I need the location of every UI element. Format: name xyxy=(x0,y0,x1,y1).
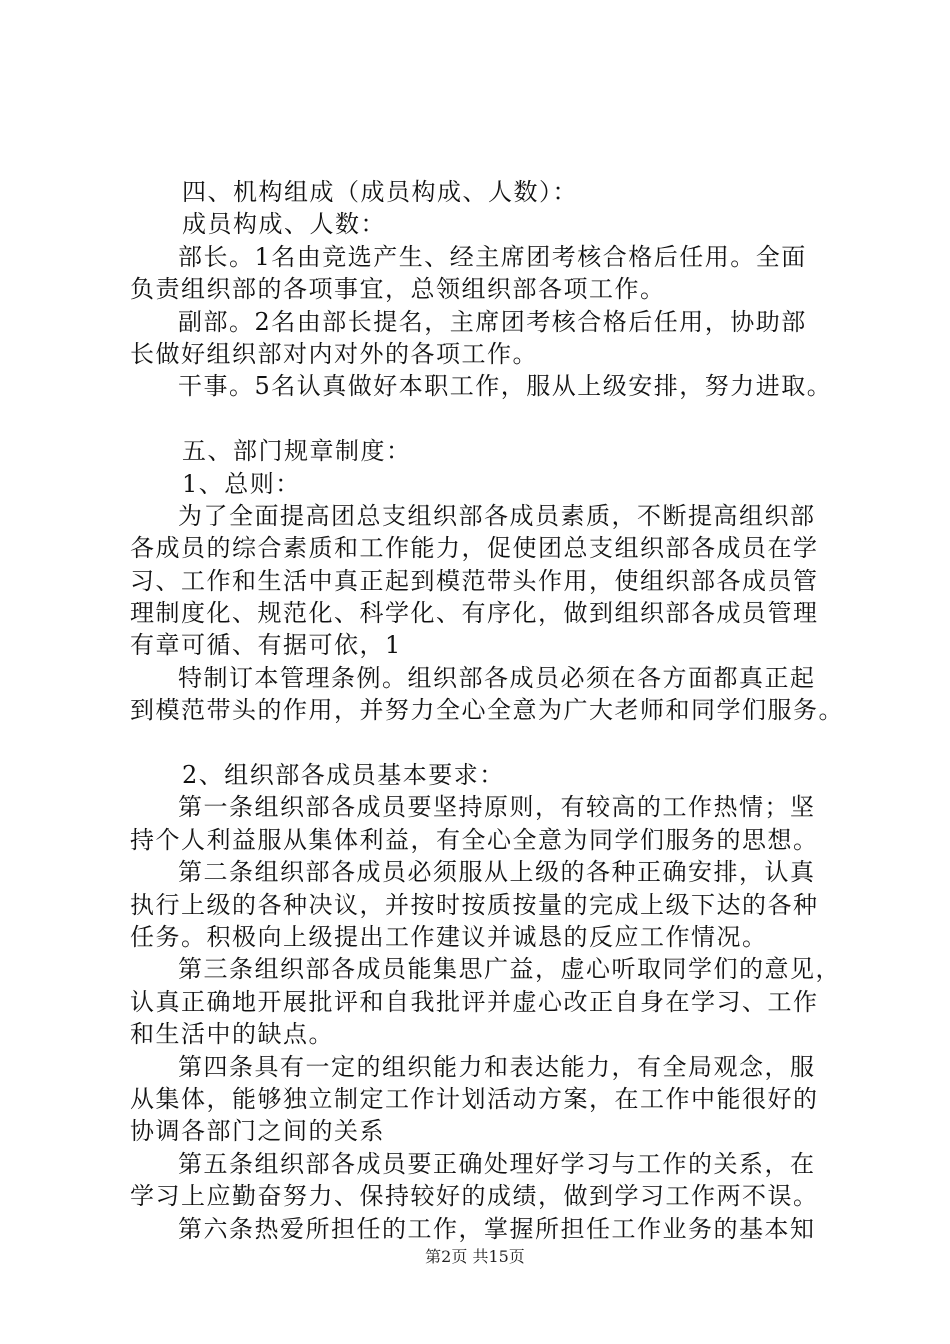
paragraph-line: 习、工作和生活中真正起到模范带头作用，使组织部各成员管 xyxy=(130,566,819,595)
subheading: 成员构成、人数： xyxy=(182,210,386,239)
subheading: 1、总则： xyxy=(182,469,301,498)
article-line: 第三条组织部各成员能集思广益，虚心听取同学们的意见， xyxy=(178,955,841,984)
article-line: 第六条热爱所担任的工作，掌握所担任工作业务的基本知 xyxy=(178,1214,816,1243)
blank-line xyxy=(130,403,830,435)
article-line: 执行上级的各种决议，并按时按质按量的完成上级下达的各种 xyxy=(130,890,819,919)
article-line: 和生活中的缺点。 xyxy=(130,1020,334,1049)
article-line: 第四条具有一定的组织能力和表达能力，有全局观念，服 xyxy=(178,1052,816,1081)
article-line: 学习上应勤奋努力、保持较好的成绩，做到学习工作两不误。 xyxy=(130,1182,819,1211)
document-body xyxy=(130,176,844,1245)
paragraph-line: 各成员的综合素质和工作能力，促使团总支组织部各成员在学 xyxy=(130,534,819,563)
paragraph-line: 理制度化、规范化、科学化、有序化，做到组织部各成员管理 xyxy=(130,599,819,628)
paragraph-line: 有章可循、有据可依，1 xyxy=(130,631,402,660)
paragraph-line: 到模范带头的作用，并努力全心全意为广大老师和同学们服务。 xyxy=(130,696,844,725)
page-number: 第2页 共15页 xyxy=(425,1247,525,1266)
paragraph-line: 负责组织部的各项事宜，总领组织部各项工作。 xyxy=(130,275,666,304)
paragraph-line: 副部。2名由部长提名，主席团考核合格后任用，协助部 xyxy=(178,307,807,336)
article-line: 从集体，能够独立制定工作计划活动方案，在工作中能很好的 xyxy=(130,1084,819,1113)
section-heading: 五、部门规章制度： xyxy=(182,437,412,466)
section-heading: 四、机构组成（成员构成、人数）： xyxy=(182,178,578,206)
article-line: 协调各部门之间的关系 xyxy=(130,1117,385,1146)
article-line: 第五条组织部各成员要正确处理好学习与工作的关系，在 xyxy=(178,1149,816,1178)
article-line: 第一条组织部各成员要坚持原则，有较高的工作热情；坚 xyxy=(178,793,816,822)
paragraph-line: 特制订本管理条例。组织部各成员必须在各方面都真正起 xyxy=(178,663,816,692)
subheading: 2、组织部各成员基本要求： xyxy=(182,761,505,790)
paragraph-line: 部长。1名由竞选产生、经主席团考核合格后任用。全面 xyxy=(178,242,807,271)
article-line: 持个人利益服从集体利益，有全心全意为同学们服务的思想。 xyxy=(130,825,819,854)
article-line: 第二条组织部各成员必须服从上级的各种正确安排，认真 xyxy=(178,858,816,887)
article-line: 认真正确地开展批评和自我批评并虚心改正自身在学习、工作 xyxy=(130,987,819,1016)
paragraph-line: 干事。5名认真做好本职工作，服从上级安排，努力进取。 xyxy=(178,372,833,401)
blank-line xyxy=(130,727,830,759)
paragraph-line: 长做好组织部对内对外的各项工作。 xyxy=(130,339,538,368)
paragraph-line: 为了全面提高团总支组织部各成员素质，不断提高组织部 xyxy=(178,501,816,530)
article-line: 任务。积极向上级提出工作建议并诚恳的反应工作情况。 xyxy=(130,922,768,951)
